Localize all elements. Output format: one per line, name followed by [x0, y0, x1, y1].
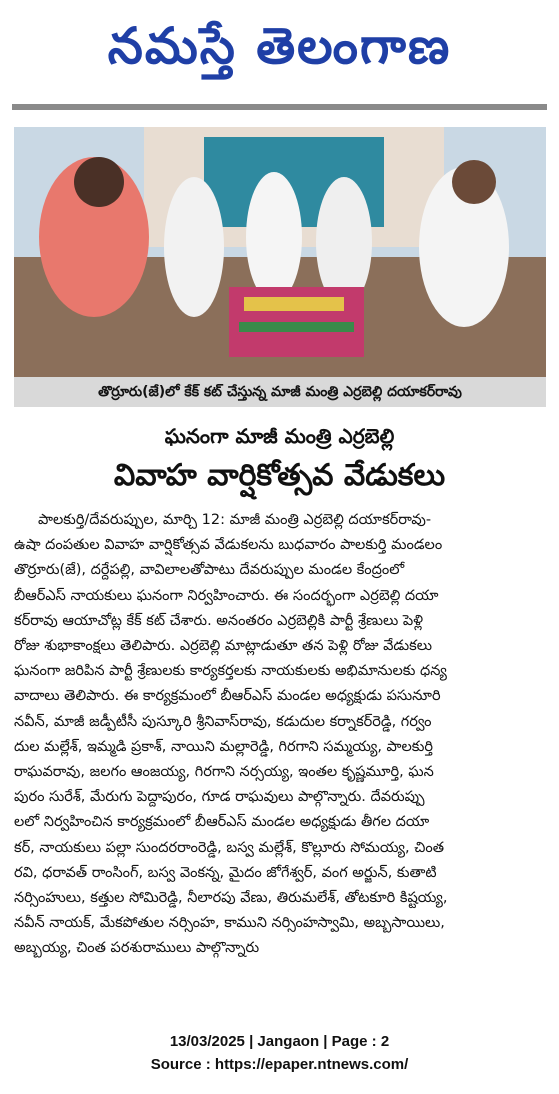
- article-line: బీఆర్‌ఎస్ నాయకులు ఘనంగా నిర్వహించారు. ఈ సందర్భంగా ఎర్రబెల్లి దయా: [14, 587, 439, 604]
- article-kicker: ఘనంగా మాజీ మంత్రి ఎర్రబెల్లి: [164, 424, 395, 448]
- article-line: దుల మల్లేశ్, ఇమ్మడి ప్రకాశ్, నాయిని మల్లారెడ్డి, గిరగాని సమ్మయ్య, పాలకుర్తి: [14, 738, 433, 755]
- newspaper-title: నమస్తే తెలంగాణ: [107, 16, 452, 75]
- article-line: తొర్రూరు(జే), దర్దేపల్లి, వావిలాలతోపాటు దేవరుప్పుల మండల కేంద్రంలో: [14, 562, 405, 579]
- article-line: ఘనంగా జరిపిన పార్టీ శ్రేణులకు కార్యకర్తలకు నాయకులకు అభిమానులకు ధన్య: [14, 663, 447, 680]
- article-line: నర్సింహులు, కత్తుల సోమిరెడ్డి, నీలారపు వేణు, తిరుమలేశ్, తోటకూరి కిష్టయ్య,: [14, 890, 448, 907]
- masthead-divider: [12, 104, 547, 110]
- article-line: నవీన్ నాయక్, మేకపోతుల నర్సింహ, కాముని నర్సింహస్వామి, అబ్బసాయిలు,: [14, 915, 445, 932]
- article-line: ఉషా దంపతుల వివాహ వార్షికోత్సవ వేడుకలను బుధవారం పాలకుర్తి మండలం: [14, 537, 443, 554]
- article-line: రవి, ధరావత్ రాంసింగ్, బస్వ వెంకన్న, మైదం జోగేశ్వర్, వంగ అర్జున్, కుతాటి: [14, 864, 437, 881]
- article-line: పాలకుర్తి/దేవరుప్పుల, మార్చి 12: మాజీ మంత్రి ఎర్రబెల్లి దయాకర్‌రావు-: [38, 512, 432, 528]
- article-line: కర్‌రావు ఆయాచోట్ల కేక్ కట్ చేశారు. అనంతరం ఎర్రబెల్లికి పార్టీ శ్రేణులు పెళ్లి: [14, 612, 423, 629]
- article-line: కర్, నాయకులు పల్లా సుందరరాంరెడ్డి, బస్వ మల్లేశ్, కొల్లూరు సోమయ్య, చింత: [14, 839, 444, 856]
- article-body: [14, 508, 544, 962]
- article-line: అబ్బయ్య, చింత పరశురాములు పాల్గొన్నారు: [14, 940, 260, 957]
- article-line: నవీన్, మాజీ జడ్పీటీసీ పుస్కూరి శ్రీనివాస్‌రావు, కడుదుల కర్నాకర్‌రెడ్డి, గర్వం: [14, 713, 432, 730]
- article-line: వాదాలు తెలిపారు. ఈ కార్యక్రమంలో బీఆర్‌ఎస్ మండల అధ్యక్షుడు పసునూరి: [14, 688, 441, 705]
- article-line: లలో నిర్వహించిన కార్యక్రమంలో బీఆర్‌ఎస్ మండల అధ్యక్షుడు తీగల దయా: [14, 814, 430, 831]
- news-photo: [14, 127, 546, 377]
- article-line: రోజు శుభాకాంక్షలు తెలిపారు. ఎర్రబెల్లి మాట్లాడుతూ తన పెళ్లి రోజు వేడుకలు: [14, 638, 433, 655]
- article-headline: వివాహ వార్షికోత్సవ వేడుకలు: [113, 458, 446, 493]
- photo-caption: తొర్రూరు(జే)లో కేక్ కట్ చేస్తున్న మాజీ మంత్రి ఎర్రబెల్లి దయాకర్‌రావు: [14, 377, 546, 407]
- article-line: రాఘవరావు, జలగం ఆంజయ్య, గిరగాని నర్సయ్య, ఇంతల కృష్ణమూర్తి, ఘన: [14, 764, 434, 781]
- article-line: పురం సురేశ్, మేరుగు పెద్దాపురం, గూడ రాఘవులు పాల్గొన్నారు. దేవరుప్పు: [14, 789, 425, 806]
- masthead: [0, 0, 559, 100]
- edition-info: 13/03/2025 | Jangaon | Page : 2: [169, 1033, 390, 1050]
- photo-illustration: [14, 127, 546, 377]
- source-link[interactable]: Source : https://epaper.ntnews.com/: [150, 1056, 409, 1073]
